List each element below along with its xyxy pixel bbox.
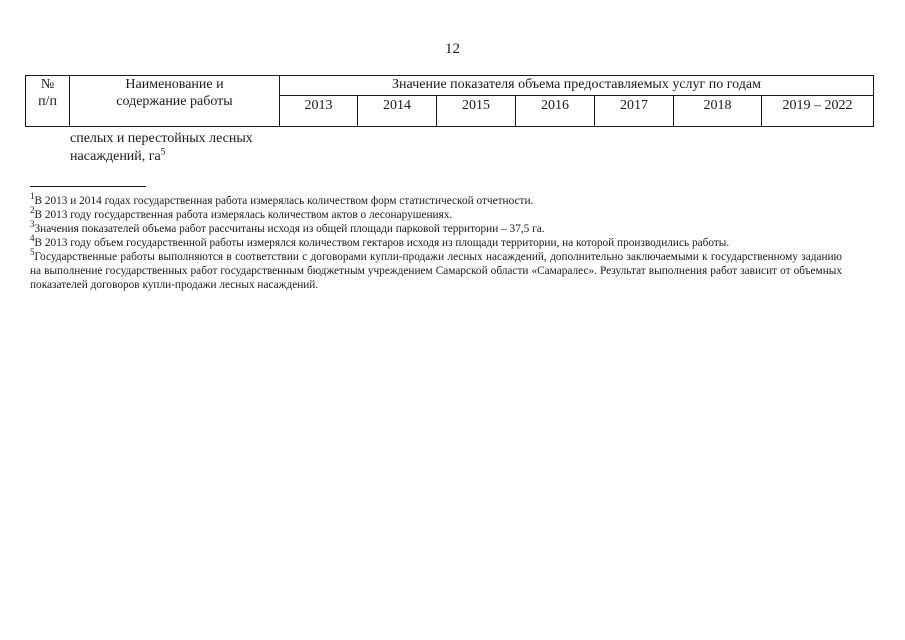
continued-text-line1: спелых и перестойных лесных (70, 131, 253, 146)
year-header: 2019 – 2022 (762, 96, 874, 127)
column-header-name (70, 76, 280, 127)
footnote-reference: 5 (160, 146, 166, 157)
footnote-mark: 1 (30, 191, 35, 202)
column-header-number-line1: № (40, 77, 55, 92)
column-header-values: Значение показателя объема предоставляемых услуг по годам (280, 76, 874, 96)
footnote-mark: 4 (30, 233, 35, 244)
footnote (30, 191, 842, 208)
year-header: 2016 (516, 96, 595, 127)
footnote-text: Значения показателей объема работ рассчитаны исходя из общей площади парковой территории – 37,5 га. (34, 223, 545, 235)
footnote (30, 219, 842, 236)
header-table (25, 75, 874, 127)
column-header-number-line2: п/п (38, 94, 57, 109)
footnote-mark: 2 (30, 205, 35, 216)
year-header: 2013 (280, 96, 358, 127)
column-header-name-line1: Наименование и (125, 77, 224, 92)
continued-row-text (70, 130, 290, 166)
footnote-mark: 3 (30, 219, 35, 230)
footnote (30, 205, 842, 222)
column-header-name-line2: содержание работы (116, 94, 233, 109)
year-header: 2014 (358, 96, 437, 127)
year-header: 2015 (437, 96, 516, 127)
footnote-separator (30, 186, 146, 187)
footnotes (30, 191, 842, 292)
footnote (30, 247, 842, 292)
footnote (30, 233, 842, 250)
continued-text-line2 (70, 148, 290, 166)
footnote-text: Государственные работы выполняются в соответствии с договорами купли-продажи лесных насаждений, дополнительно заключаемыми к государственному заданию на выполнение государственных работ государственным бюджетным учреждением Самарской области «Самаралес». Результат выполнения работ зависит от объемных показателей договоров купли-продажи лесных насаждений. (30, 251, 842, 291)
continued-text-line2-body: насаждений, га (70, 149, 161, 164)
footnote-text: В 2013 году объем государственной работы измерялся количеством гектаров исходя из площади территории, на которой производились работы. (34, 237, 730, 249)
footnote-text: В 2013 году государственная работа измерялась количеством актов о лесонарушениях. (34, 209, 453, 221)
footnote-text: В 2013 и 2014 годах государственная работа измерялась количеством форм статистической отчетности. (34, 195, 534, 207)
column-header-number (26, 76, 70, 127)
year-header: 2018 (674, 96, 762, 127)
page-number: 12 (445, 41, 460, 57)
footnote-mark: 5 (30, 247, 35, 258)
year-header: 2017 (595, 96, 674, 127)
